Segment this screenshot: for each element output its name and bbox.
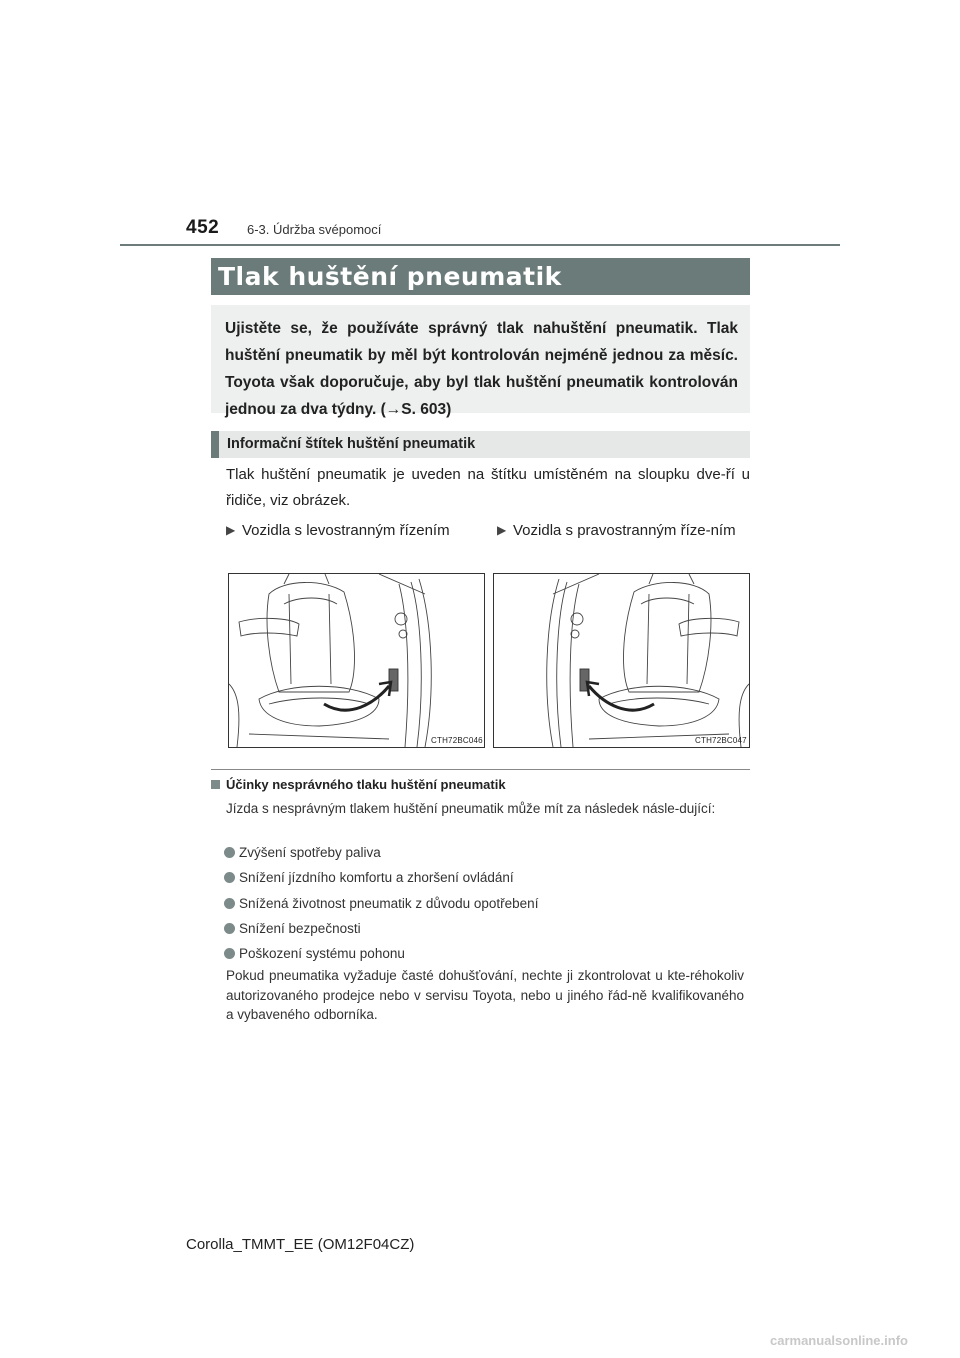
label-section-heading: Informační štítek huštění pneumatik <box>211 431 750 458</box>
page-title: Tlak huštění pneumatik <box>211 258 750 295</box>
section-label: 6-3. Údržba svépomocí <box>247 222 382 237</box>
bullet-icon <box>224 948 235 959</box>
effects-heading-text: Účinky nesprávného tlaku huštění pneumatik <box>226 777 506 792</box>
page-number: 452 <box>186 217 220 238</box>
left-hand-drive-text: Vozidla s levostranným řízením <box>242 522 450 539</box>
list-item: Zvýšení spotřeby paliva <box>224 843 744 868</box>
triangle-right-icon: ▶ <box>497 523 507 537</box>
intro-box <box>211 305 750 418</box>
header-rule <box>120 244 840 246</box>
intro-text: Ujistěte se, že používáte správný tlak nahuštění pneumatik. Tlak huštění pneumatik by měl být kontrolován nejméně jednou za měsíc. Toyota však doporučuje, aby byl tlak huštění pneumatik kontrolován jednou za dva týdny. (→S. 603) <box>225 320 738 418</box>
watermark: carmanualsonline.info <box>770 1333 908 1348</box>
left-figure-code: CTH72BC046 <box>431 736 483 745</box>
list-item: Snížená životnost pneumatik z důvodu opotřebení <box>224 894 744 919</box>
bullet-icon <box>224 923 235 934</box>
left-hand-drive-label <box>226 518 488 543</box>
left-hand-drive-illustration <box>228 573 485 748</box>
list-item: Poškození systému pohonu <box>224 944 744 969</box>
bullet-icon <box>224 847 235 858</box>
right-figure-code: CTH72BC047 <box>695 736 747 745</box>
square-bullet-icon <box>211 780 220 789</box>
list-item: Snížení jízdního komfortu a zhoršení ovládání <box>224 868 744 893</box>
right-hand-drive-illustration <box>493 573 750 748</box>
label-section-text: Tlak huštění pneumatik je uveden na štítku umístěném na sloupku dve-ří u řidiče, viz obrázek. <box>226 466 750 509</box>
section-divider <box>211 769 750 770</box>
effects-outro: Pokud pneumatika vyžaduje časté dohušťování, nechte ji zkontrolovat u kte-réhokoliv autorizovaného prodejce nebo v servisu Toyota, nebo u jiného řád-ně kvalifikovaného a vybaveného odborníka. <box>226 968 744 1022</box>
driver-seat-drawing-mirrored <box>494 574 749 747</box>
bullet-icon <box>224 898 235 909</box>
effects-intro: Jízda s nesprávným tlakem huštění pneumatik může mít za následek násle-dující: <box>226 801 716 816</box>
triangle-right-icon: ▶ <box>226 523 236 537</box>
effects-list <box>224 843 744 969</box>
right-hand-drive-label <box>497 518 750 543</box>
bullet-icon <box>224 872 235 883</box>
right-hand-drive-text: Vozidla s pravostranným říze-ním <box>513 522 736 539</box>
effects-heading <box>211 777 506 792</box>
list-item: Snížení bezpečnosti <box>224 919 744 944</box>
footer-model-code: Corolla_TMMT_EE (OM12F04CZ) <box>186 1236 415 1253</box>
driver-seat-drawing <box>229 574 484 747</box>
